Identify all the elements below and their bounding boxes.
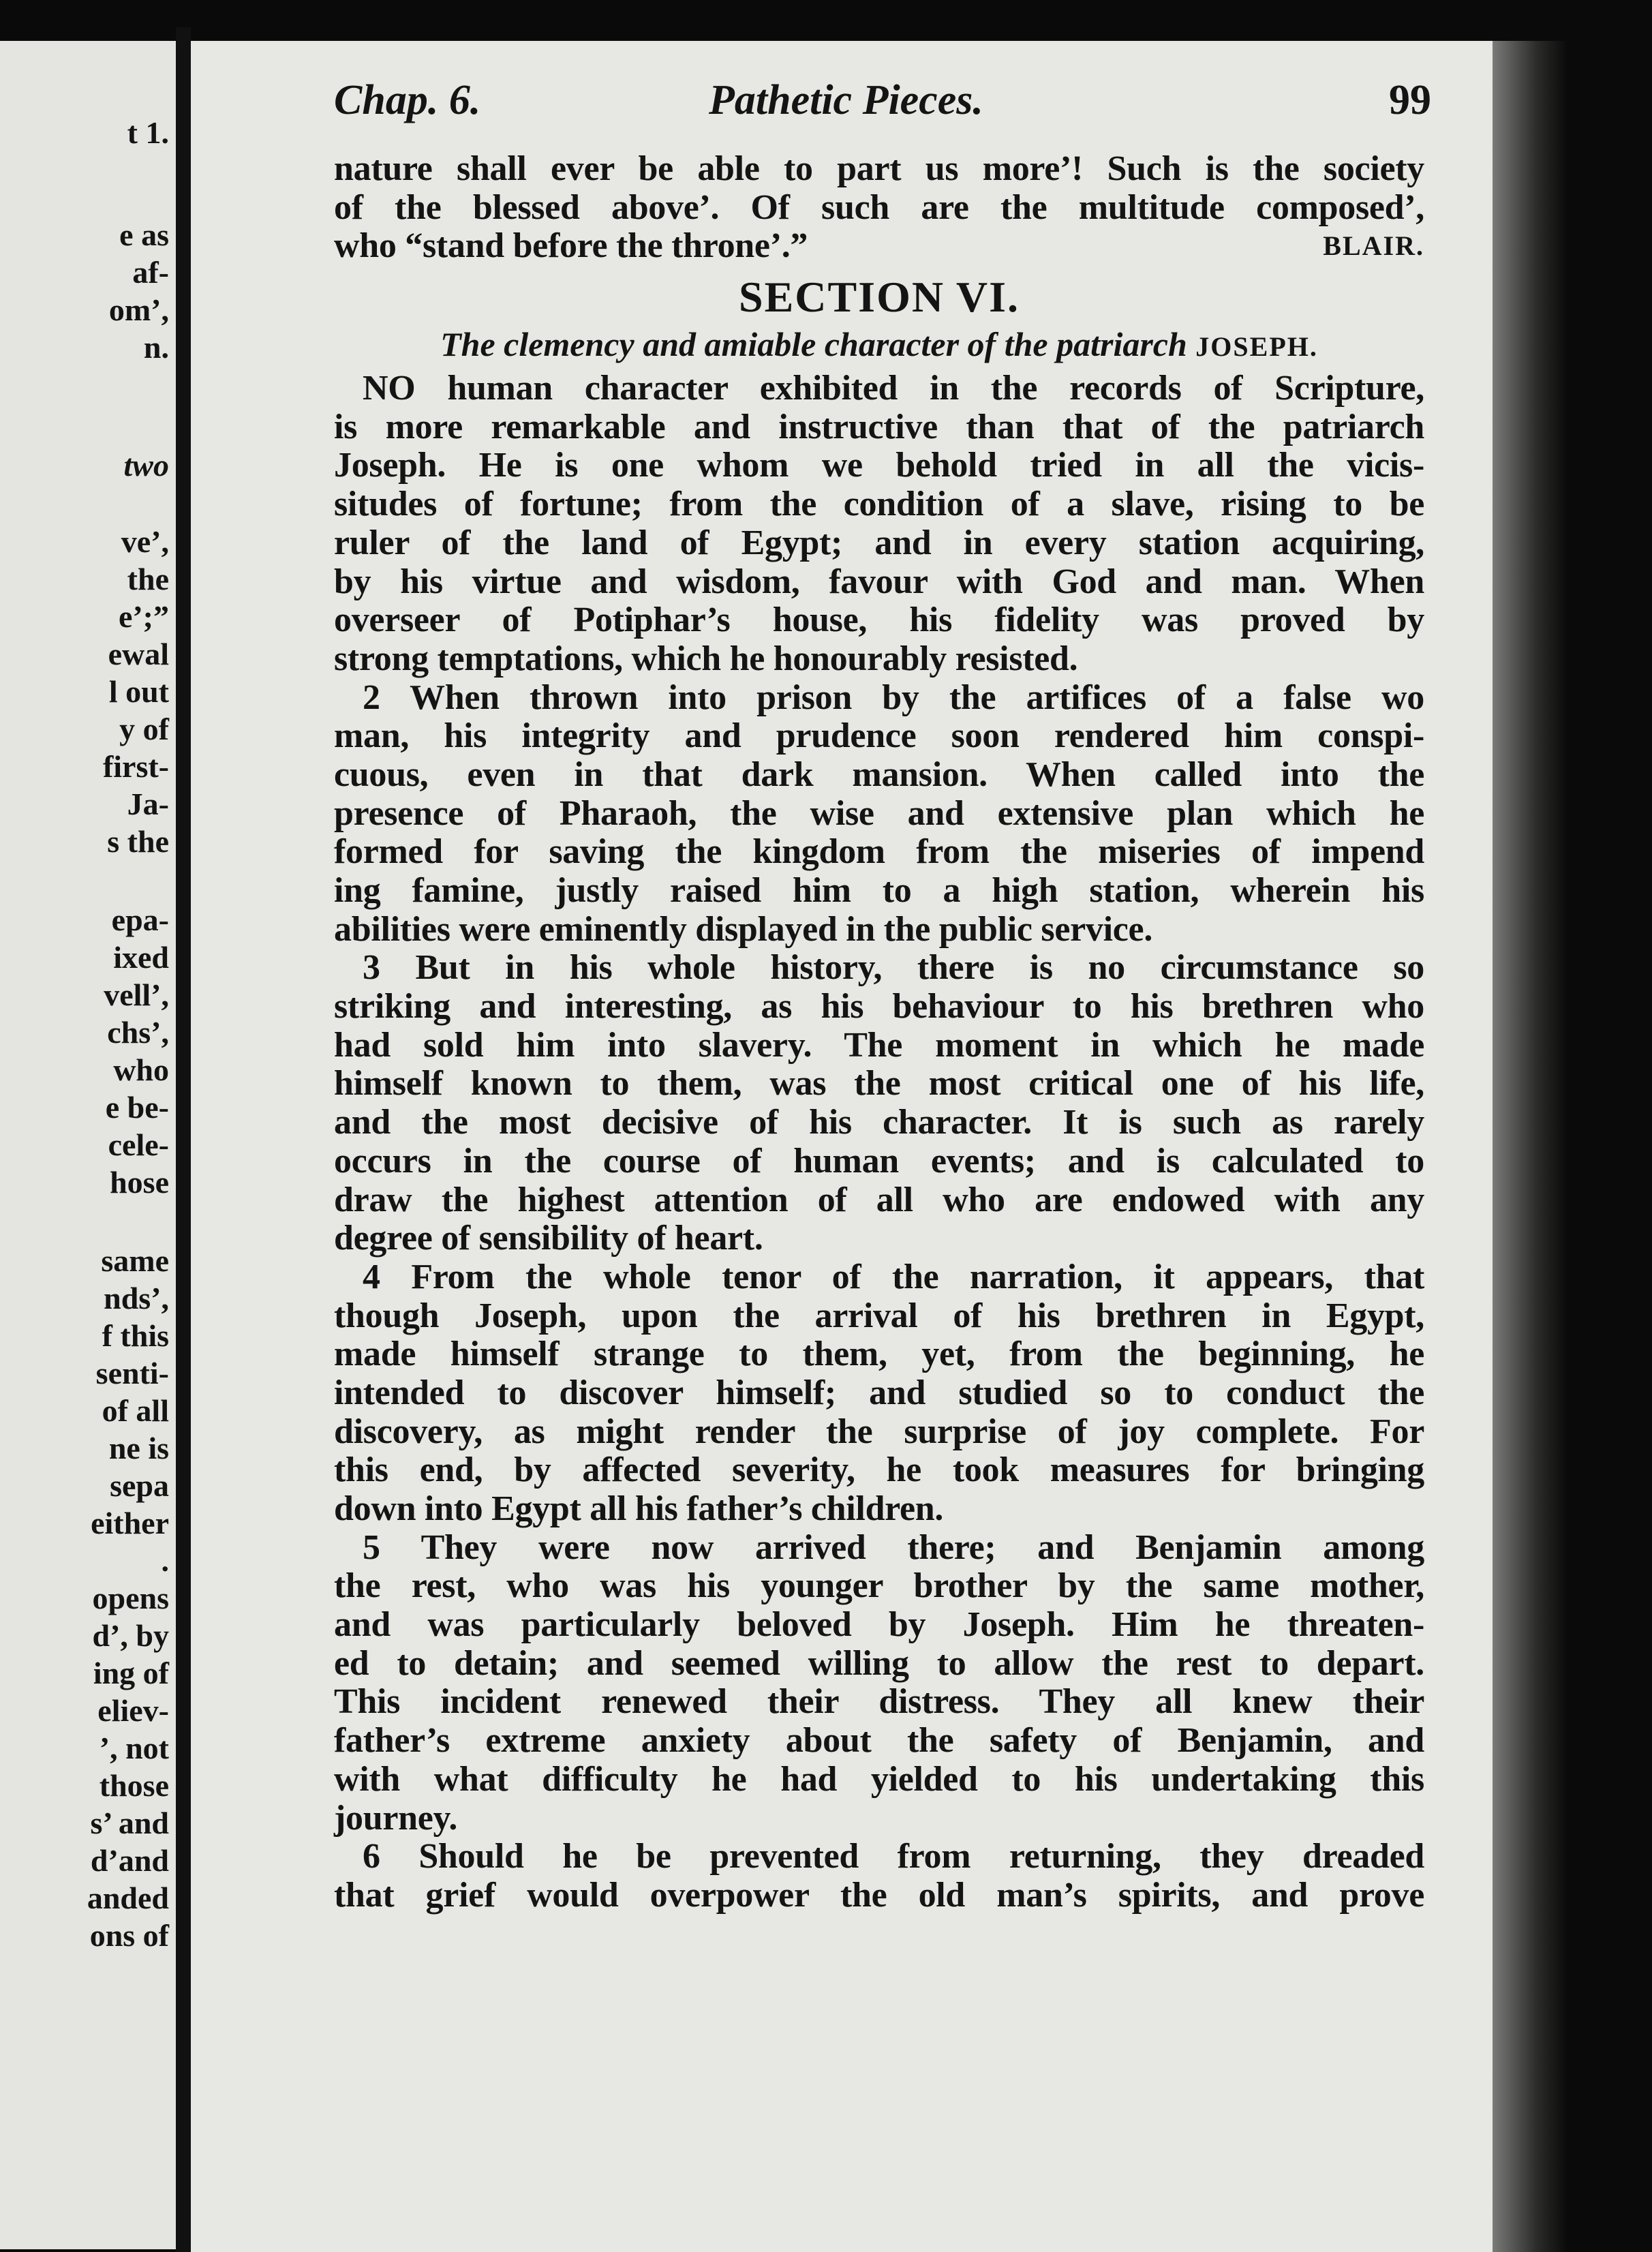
book-gutter (176, 27, 191, 2252)
text-line: Joseph. He is one whom we behold tried in all the vicis- (334, 446, 1424, 485)
left-page-fragment: two (123, 448, 169, 483)
left-page-fragment: either (91, 1506, 169, 1540)
left-page-fragment: d’and (90, 1843, 169, 1878)
text-line: ed to detain; and seemed willing to allow the rest to depart. (334, 1643, 1424, 1683)
left-page-fragment: af- (132, 255, 169, 290)
text-line: cuous, even in that dark mansion. When called into the (334, 755, 1424, 794)
text-line: with what difficulty he had yielded to his undertaking this (334, 1759, 1424, 1799)
text-line: intended to discover himself; and studied so to conduct the (334, 1373, 1424, 1412)
closing-quote: who “stand before the throne’.” (334, 226, 808, 266)
text-line: father’s extreme anxiety about the safety of Benjamin, and (334, 1721, 1424, 1761)
left-page-fragment: ve’, (121, 524, 169, 559)
left-page-fragment: opens (92, 1581, 169, 1615)
left-page-fragment: ’, not (99, 1731, 169, 1765)
left-page-fragment: e’;” (118, 599, 169, 634)
text-line: down into Egypt all his father’s children. (334, 1489, 944, 1528)
closing-line (334, 227, 1424, 266)
left-page-fragment: n. (143, 330, 169, 365)
page-number: 99 (1389, 77, 1431, 123)
text-line: situdes of fortune; from the condition of a slave, rising to be (334, 485, 1424, 524)
left-page-fragment: ing of (93, 1656, 169, 1690)
text-line: and the most decisive of his character. It is such as rarely (334, 1103, 1424, 1142)
text-line: himself known to them, was the most critical one of his life, (334, 1064, 1424, 1104)
page-edge-shadow (1493, 41, 1567, 2252)
text-line: journey. (334, 1798, 458, 1838)
text-line: draw the highest attention of all who are endowed with any (334, 1180, 1424, 1219)
text-line: 3 But in his whole history, there is no circumstance so (363, 948, 1424, 988)
subtitle-text: The clemency and amiable character of the patriarch (440, 325, 1187, 364)
text-line: 2 When thrown into prison by the artifices of a false wo (363, 678, 1424, 717)
left-page-fragment: first- (102, 749, 169, 784)
text-line: had sold him into slavery. The moment in which he made (334, 1025, 1424, 1065)
text-line: This incident renewed their distress. They all knew their (334, 1682, 1424, 1722)
section-heading: SECTION VI. (738, 273, 1020, 322)
text-line: this end, by affected severity, he took measures for bringing (334, 1450, 1424, 1490)
text-line: 4 From the whole tenor of the narration, it appears, that (363, 1257, 1424, 1296)
left-page-fragment: cele- (108, 1127, 169, 1162)
left-page-fragment: nds’, (104, 1281, 169, 1315)
text-line: 5 They were now arrived there; and Benjamin among (363, 1527, 1424, 1567)
left-page-fragment: Ja- (127, 787, 169, 821)
left-page-fragment: ixed (113, 940, 169, 975)
book-page (191, 41, 1493, 2252)
left-page-fragment: ewal (108, 637, 169, 671)
left-page-fragment: chs’, (107, 1015, 169, 1050)
text-line: and was particularly beloved by Joseph. Him he threaten- (334, 1605, 1424, 1645)
text-line: degree of sensibility of heart. (334, 1219, 763, 1258)
page-body (334, 150, 1424, 1915)
text-line: nature shall ever be able to part us more’! Such is the society (334, 149, 1424, 188)
left-page-fragment: f this (102, 1318, 169, 1353)
left-page-fragment: ons of (89, 1918, 169, 1953)
left-page-fragment: l out (108, 674, 169, 709)
left-page-fragment: senti- (95, 1356, 169, 1390)
left-page-fragment: anded (87, 1881, 169, 1915)
text-line: striking and interesting, as his behaviour to his brethren who (334, 987, 1424, 1026)
left-page-fragment: vell’, (104, 977, 169, 1012)
left-page-fragment: e be- (105, 1090, 169, 1125)
section-subtitle (334, 322, 1424, 369)
left-page-fragment: om’, (108, 292, 169, 327)
text-line: ruler of the land of Egypt; and in every station acquiring, (334, 523, 1424, 562)
left-page-fragment: sepa (110, 1468, 169, 1503)
left-page-fragment: s the (107, 824, 169, 859)
left-page-fragment: who (113, 1052, 169, 1087)
author-signature: BLAIR. (1323, 230, 1424, 262)
text-line: the rest, who was his younger brother by the same mother, (334, 1566, 1424, 1606)
text-line: made himself strange to them, yet, from the beginning, he (334, 1335, 1424, 1374)
text-line: occurs in the course of human events; and is calculated to (334, 1141, 1424, 1181)
text-line: abilities were eminently displayed in the public service. (334, 909, 1153, 949)
left-page-fragment: d’, by (92, 1618, 169, 1653)
running-title: Pathetic Pieces. (709, 77, 983, 123)
text-line: of the blessed above’. Of such are the multitude composed’, (334, 187, 1424, 227)
left-page-fragment: y of (119, 712, 169, 746)
left-page-fragment: those (99, 1768, 169, 1803)
text-line: NO human character exhibited in the records of Scripture, (363, 369, 1424, 408)
left-page-fragment: of all (102, 1393, 169, 1428)
left-page-fragment: epa- (111, 902, 169, 937)
text-line: presence of Pharaoh, the wise and extensive plan which he (334, 793, 1424, 833)
text-line: formed for saving the kingdom from the miseries of impend (334, 832, 1424, 872)
chapter-label: Chap. 6. (334, 77, 481, 123)
text-line: ing famine, justly raised him to a high station, wherein his (334, 871, 1424, 910)
left-page-fragment: eliev- (97, 1693, 169, 1728)
left-page-edge (0, 41, 177, 2249)
subtitle-name: JOSEPH. (1195, 331, 1318, 363)
text-line: discovery, as might render the surprise of joy complete. For (334, 1412, 1424, 1451)
text-line: though Joseph, upon the arrival of his brethren in Egypt, (334, 1296, 1424, 1335)
text-line: overseer of Potiphar’s house, his fidelity was proved by (334, 600, 1424, 640)
left-page-fragment: the (127, 562, 169, 596)
text-line: 6 Should he be prevented from returning, they dreaded (363, 1837, 1424, 1876)
text-line: by his virtue and wisdom, favour with God and man. When (334, 562, 1424, 601)
text-line: that grief would overpower the old man’s spirits, and prove (334, 1875, 1424, 1915)
left-page-fragment: t 1. (127, 115, 169, 150)
left-page-fragment: same (101, 1243, 169, 1278)
left-page-fragment: e as (119, 217, 169, 252)
left-page-fragment: . (161, 1543, 169, 1578)
text-line: strong temptations, which he honourably resisted. (334, 639, 1078, 678)
text-line: man, his integrity and prudence soon rendered him conspi- (334, 716, 1424, 756)
left-page-fragment: s’ and (90, 1806, 169, 1840)
left-page-fragment: hose (110, 1165, 169, 1200)
left-page-fragment: ne is (108, 1431, 169, 1465)
text-line: is more remarkable and instructive than that of the patriarch (334, 407, 1424, 446)
running-header (334, 76, 1431, 131)
